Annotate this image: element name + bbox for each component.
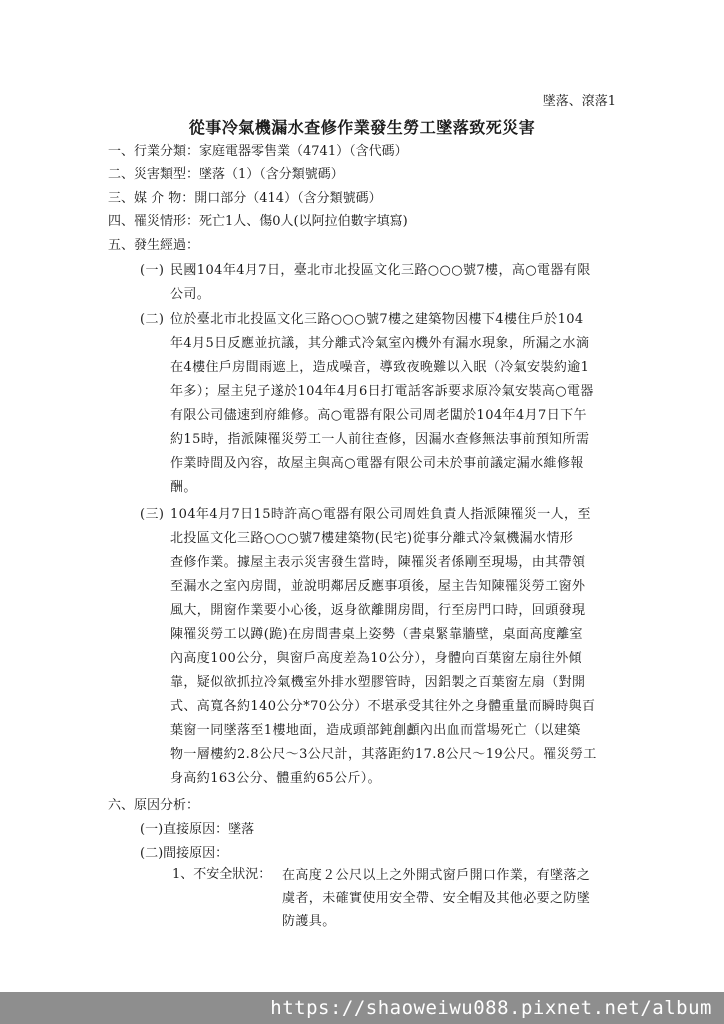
- casualty-value: 死亡1人、傷0人(以阿拉伯數字填寫): [199, 214, 408, 229]
- unsafe-condition-text: [282, 864, 590, 933]
- casualty-label: 四、罹災情形：: [108, 214, 200, 229]
- document-title: 從事冷氣機漏水查修作業發生勞工墜落致死災害: [188, 118, 536, 137]
- paragraph-number: (一): [140, 263, 165, 278]
- paragraph-number: (二): [140, 312, 165, 327]
- paragraph-number: (三): [140, 507, 165, 522]
- paragraph-line: 防護具。: [282, 914, 336, 929]
- process-paragraph-1: [140, 259, 610, 307]
- paragraph-line: 北投區文化三路○○○號7樓建築物(民宅)從事分離式冷氣機漏水情形: [170, 531, 574, 546]
- casualty-row: [108, 211, 408, 233]
- paragraph-line: 公司。: [170, 287, 211, 302]
- paragraph-line: 式、高寬各約140公分*70公分）不堪承受其往外之身體重量而瞬時與百: [170, 699, 596, 714]
- medium-value: 開口部分（414）（含分類號碼）: [194, 191, 382, 206]
- paragraph-line: 在4樓住戶房間雨遮上，造成噪音，導致夜晚難以入眠（冷氣安裝約逾1: [170, 360, 590, 375]
- process-paragraph-2: [140, 308, 610, 500]
- disaster-type-value: 墜落（1）（含分類號碼）: [199, 167, 344, 182]
- direct-cause: (一)直接原因：墜落: [140, 822, 255, 837]
- disaster-type-row: [108, 164, 344, 186]
- disaster-type-label: 二、災害類型：: [108, 167, 200, 182]
- analysis-heading: 六、原因分析：: [108, 798, 200, 813]
- paragraph-line: 虞者，未確實使用安全帶、安全帽及其他必要之防墜: [282, 891, 591, 906]
- paragraph-line: 內高度100公分，與窗戶高度差為10公分），身體向百葉窗左扇往外傾: [170, 651, 583, 666]
- medium-row: [108, 188, 382, 210]
- paragraph-line: 有限公司儘速到府維修。高○電器有限公司周老闆於104年4月7日下午: [170, 408, 587, 423]
- paragraph-line: 陳罹災勞工以蹲(跪)在房間書桌上姿勢（書桌緊靠牆壁，桌面高度離室: [170, 627, 583, 642]
- process-label: 五、發生經過：: [108, 238, 200, 253]
- paragraph-line: 靠，疑似欲抓拉冷氣機室外排水塑膠管時，因鋁製之百葉窗左扇（對開: [170, 675, 586, 690]
- paragraph-line: 民國104年4月7日，臺北市北投區文化三路○○○號7樓，高○電器有限: [170, 263, 591, 278]
- paragraph-line: 至漏水之室內房間，並說明鄰居反應事項後，屋主告知陳罹災勞工窗外: [170, 579, 586, 594]
- paragraph-line: 年多）；屋主兒子遂於104年4月6日打電話客訴要求原冷氣安裝高○電器: [170, 384, 594, 399]
- paragraph-line: 身高約163公分、體重約65公斤）。: [170, 771, 382, 786]
- paragraph-line: 位於臺北市北投區文化三路○○○號7樓之建築物因樓下4樓住戶於104: [170, 312, 584, 327]
- process-paragraph-3: [140, 503, 610, 791]
- industry-value: 家庭電器零售業（4741）（含代碼）: [199, 144, 408, 159]
- paragraph-line: 查修作業。據屋主表示災害發生當時，陳罹災者係剛至現場，由其帶領: [170, 555, 586, 570]
- paragraph-line: 物一層樓約2.8公尺～3公尺計，其落距約17.8公尺～19公尺。罹災勞工: [170, 747, 597, 762]
- medium-label: 三、媒 介 物：: [108, 191, 195, 206]
- paragraph-line: 在高度２公尺以上之外開式窗戶開口作業，有墜落之: [282, 868, 591, 883]
- industry-label: 一、行業分類：: [108, 144, 200, 159]
- paragraph-line: 104年4月7日15時許高○電器有限公司周姓負責人指派陳罹災一人，至: [170, 507, 591, 522]
- paragraph-line: 酬。: [170, 480, 197, 495]
- indirect-cause-heading: (二)間接原因：: [140, 846, 229, 861]
- paragraph-line: 年4月5日反應並抗議，其分離式冷氣室內機外有漏水現象，所漏之水滴: [170, 336, 590, 351]
- paragraph-line: 作業時間及內容，故屋主與高○電器有限公司未於事前議定漏水維修報: [170, 456, 584, 471]
- watermark-footer: https://shaoweiwu088.pixnet.net/album: [0, 992, 724, 1024]
- paragraph-line: 葉窗一同墜落至1樓地面，造成頭部鈍創顱內出血而當場死亡（以建築: [170, 723, 581, 738]
- paragraph-line: 風大，開窗作業要小心後，返身欲離開房間，行至房門口時，回頭發現: [170, 603, 586, 618]
- category-tag: 墜落、滾落1: [542, 94, 616, 109]
- process-heading: [108, 235, 199, 257]
- paragraph-line: 約15時，指派陳罹災勞工一人前往查修，因漏水查修無法事前預知所需: [170, 432, 590, 447]
- industry-row: [108, 141, 408, 163]
- unsafe-condition-label: 1、不安全狀況：: [172, 867, 272, 882]
